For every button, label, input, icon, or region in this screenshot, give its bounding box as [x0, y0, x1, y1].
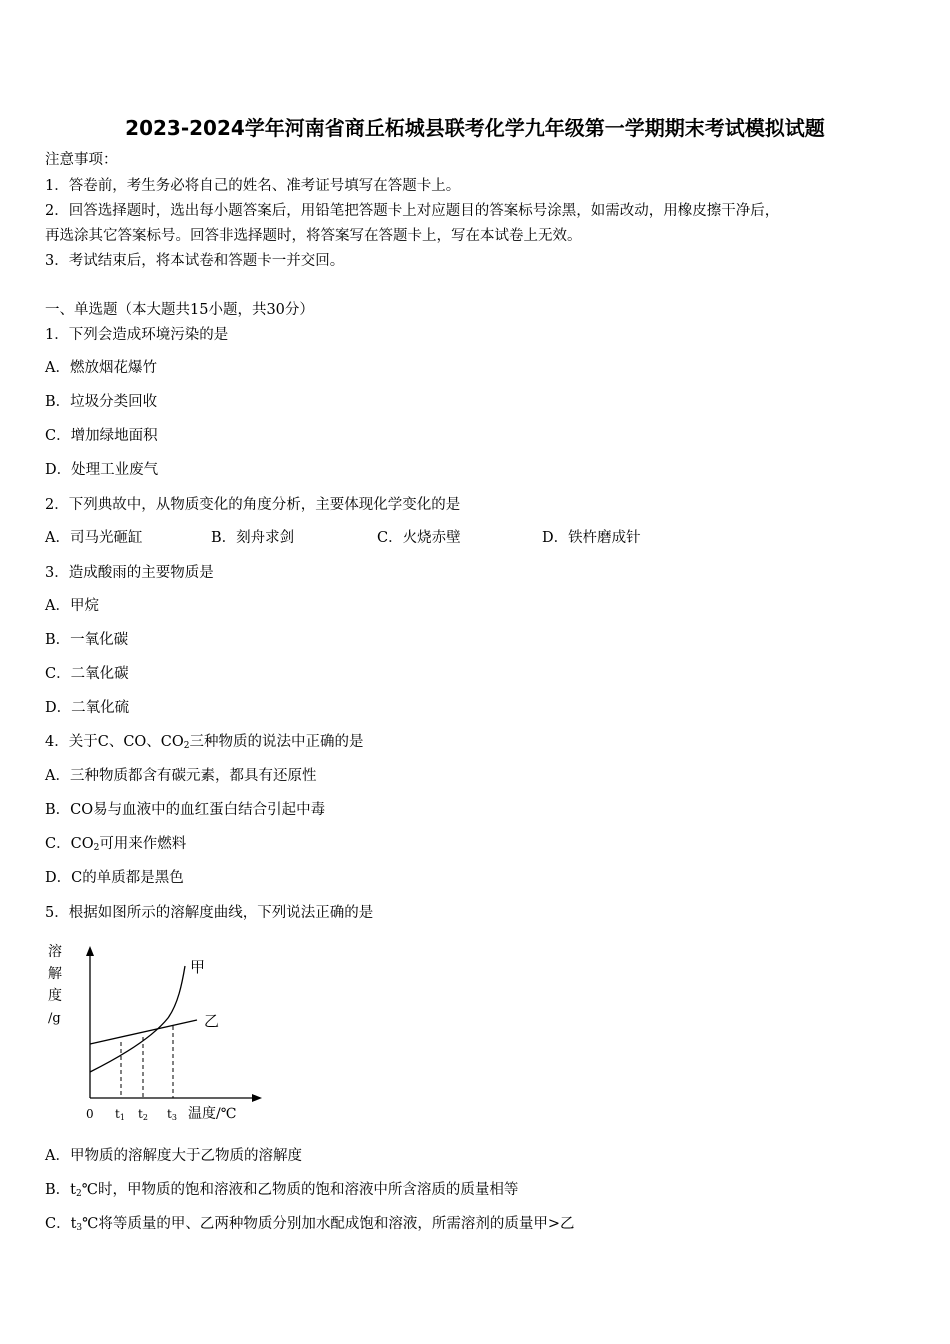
- question-stem: 3．造成酸雨的主要物质是: [45, 565, 214, 581]
- question-stem: 5．根据如图所示的溶解度曲线，下列说法正确的是: [45, 905, 374, 921]
- subscript: 2: [93, 843, 100, 853]
- option-part: 可用来作燃料: [99, 836, 187, 852]
- y-axis-label: 溶: [48, 944, 62, 960]
- subscript: 2: [75, 1189, 82, 1199]
- option-part: C．t: [45, 1216, 77, 1232]
- stem-part: 4．关于C、CO、CO: [45, 734, 184, 750]
- notice-item: 2．回答选择题时，选出每小题答案后，用铅笔把答题卡上对应题目的答案标号涂黑，如需改动，用橡皮擦干净后，: [45, 203, 780, 219]
- answer-option: [45, 834, 186, 858]
- x-tick-label: t2: [138, 1107, 148, 1122]
- notice-item: 3．考试结束后，将本试卷和答题卡一并交回。: [45, 253, 345, 269]
- answer-option: B．垃圾分类回收: [45, 394, 158, 410]
- subscript: 2: [183, 741, 190, 751]
- x-tick-label: t3: [167, 1107, 177, 1122]
- y-axis-arrow: [86, 946, 94, 956]
- question-stem: 2．下列典故中，从物质变化的角度分析，主要体现化学变化的是: [45, 497, 461, 513]
- option-part: ℃将等质量的甲、乙两种物质分别加水配成饱和溶液，所需溶剂的质量甲>乙: [82, 1216, 575, 1232]
- answer-option: A．甲物质的溶解度大于乙物质的溶解度: [45, 1148, 302, 1164]
- answer-option: C．增加绿地面积: [45, 428, 158, 444]
- option-part: B．t: [45, 1182, 76, 1198]
- notice-item: 1．答卷前，考生务必将自己的姓名、准考证号填写在答题卡上。: [45, 178, 461, 194]
- notice-item: 再选涂其它答案标号。回答非选择题时，将答案写在答题卡上，写在本试卷上无效。: [45, 228, 582, 244]
- stem-part: 三种物质的说法中正确的是: [189, 734, 364, 750]
- question-stem: 1．下列会造成环境污染的是: [45, 327, 229, 343]
- notice-heading: 注意事项：: [45, 152, 118, 168]
- y-axis-label: 解: [48, 966, 62, 982]
- origin-label: 0: [86, 1107, 94, 1121]
- x-axis-arrow: [252, 1094, 262, 1102]
- x-tick-label: t1: [115, 1107, 125, 1122]
- page-title: 2023-2024学年河南省商丘柘城县联考化学九年级第一学期期末考试模拟试题: [125, 116, 825, 140]
- series-yi-label: 乙: [204, 1012, 220, 1030]
- answer-option: D．铁杵磨成针: [542, 530, 641, 546]
- y-axis-label: /g: [48, 1011, 61, 1026]
- section-heading: 一、单选题（本大题共15小题，共30分）: [45, 302, 314, 318]
- answer-option: D．二氧化硫: [45, 700, 130, 716]
- answer-option: [45, 1180, 518, 1204]
- answer-option: B．一氧化碳: [45, 632, 129, 648]
- x-axis-label: 温度/℃: [188, 1106, 237, 1122]
- answer-option: A．司马光砸缸: [45, 530, 143, 546]
- series-jia-curve: [90, 966, 185, 1072]
- answer-option: C．火烧赤壁: [377, 530, 461, 546]
- option-part: C．CO: [45, 836, 94, 852]
- option-part: ℃时，甲物质的饱和溶液和乙物质的饱和溶液中所含溶质的质量相等: [81, 1182, 519, 1198]
- answer-option: B．CO易与血液中的血红蛋白结合引起中毒: [45, 802, 326, 818]
- answer-option: D．C的单质都是黑色: [45, 870, 184, 886]
- series-jia-label: 甲: [190, 958, 206, 976]
- answer-option: A．燃放烟花爆竹: [45, 360, 157, 376]
- y-axis-label: 度: [48, 988, 62, 1004]
- answer-option: D．处理工业废气: [45, 462, 159, 478]
- answer-option: A．甲烷: [45, 598, 99, 614]
- solubility-chart: [42, 938, 282, 1128]
- answer-option: C．二氧化碳: [45, 666, 129, 682]
- answer-option: [45, 1214, 575, 1238]
- subscript: 3: [76, 1223, 83, 1233]
- question-stem: [45, 732, 364, 756]
- answer-option: A．三种物质都含有碳元素，都具有还原性: [45, 768, 317, 784]
- answer-option: B．刻舟求剑: [211, 530, 295, 546]
